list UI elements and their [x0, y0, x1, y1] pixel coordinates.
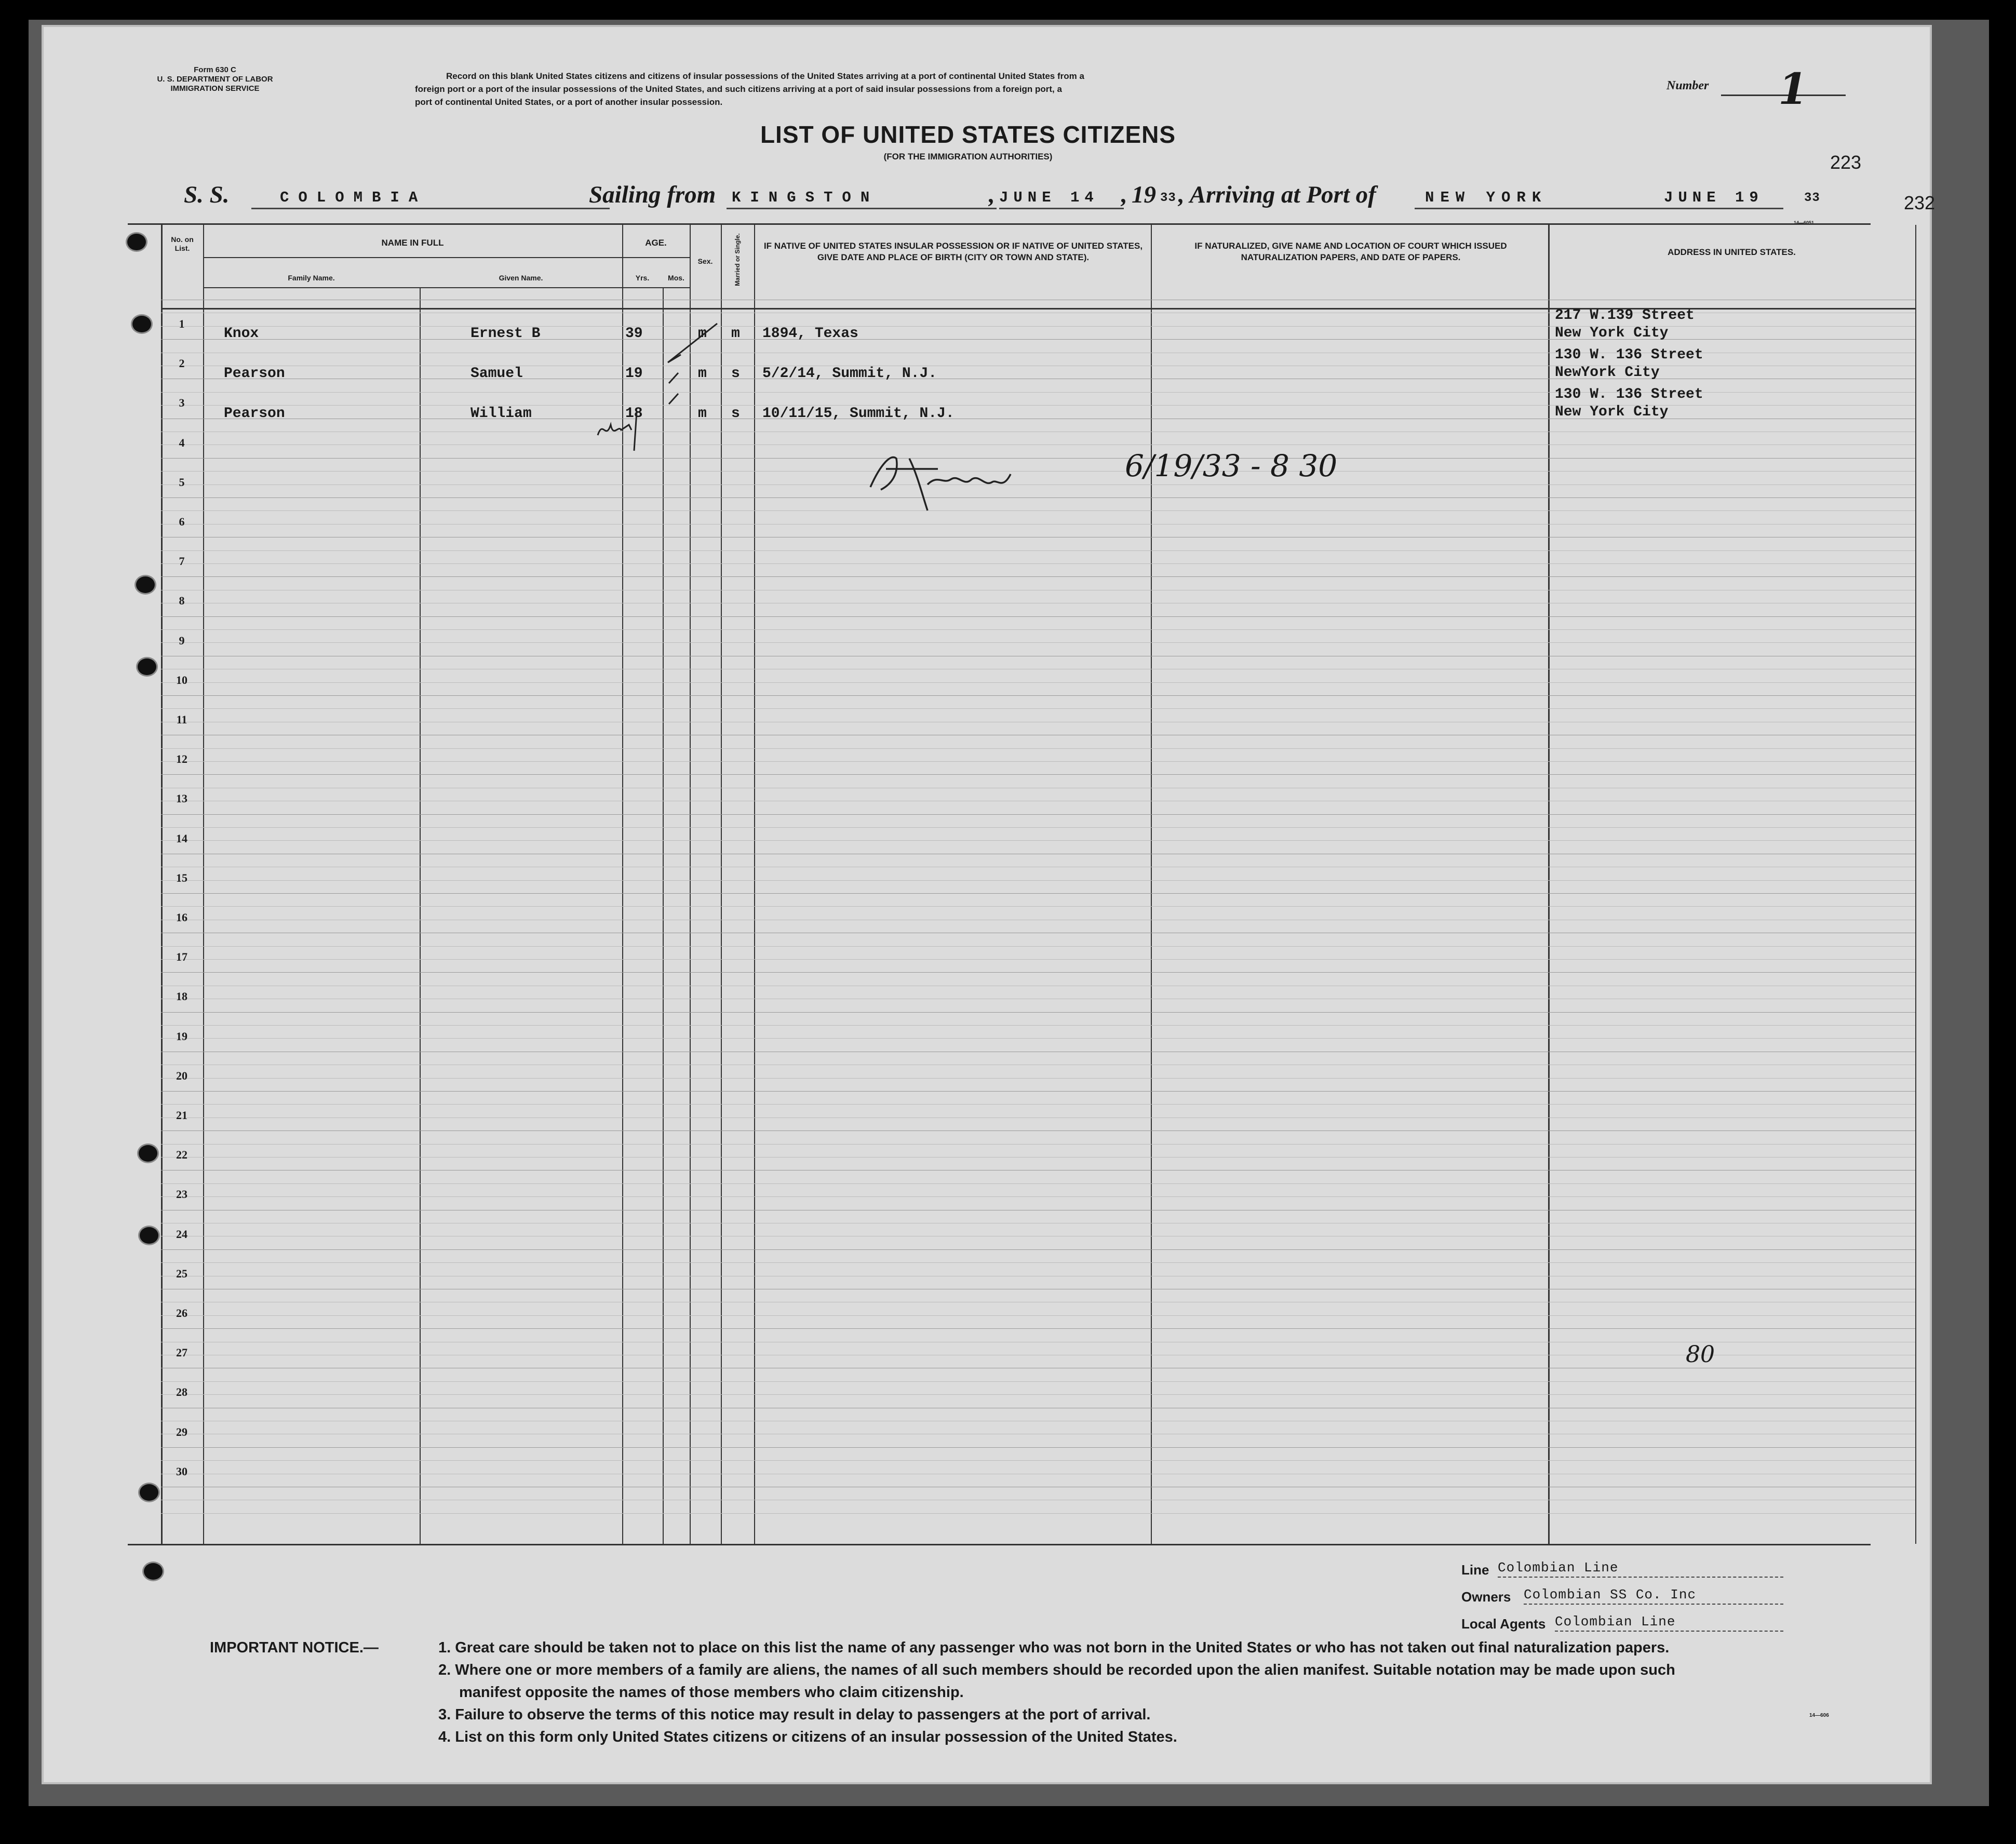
ruled-line — [161, 1262, 1915, 1263]
ruled-line — [161, 629, 1915, 630]
row-number: 13 — [176, 792, 187, 805]
row-number: 16 — [176, 911, 187, 924]
passenger-address — [1555, 346, 1703, 382]
arrival-date-underline — [1659, 208, 1783, 209]
page-title: LIST OF UNITED STATES CITIZENS — [760, 121, 1176, 148]
passenger-age-years: 39 — [625, 326, 643, 342]
row-number: 20 — [176, 1069, 187, 1082]
notice-row-1 — [210, 1637, 1924, 1659]
col-age: AGE. — [645, 238, 667, 248]
col-no-on-list: No. on List. — [171, 235, 194, 252]
passenger-given-name: William — [471, 406, 532, 422]
punch-hole — [138, 1483, 160, 1502]
col-yrs: Yrs. — [635, 274, 650, 282]
ruled-line — [161, 1460, 1915, 1461]
row-number: 8 — [179, 594, 185, 608]
ruled-line — [161, 1130, 1915, 1131]
passenger-family-name: Pearson — [224, 406, 285, 422]
row-number: 22 — [176, 1148, 187, 1162]
passenger-marital-status: s — [731, 406, 740, 422]
agents-value: Colombian Line — [1555, 1614, 1676, 1630]
sailing-port: KINGSTON — [732, 189, 879, 206]
passenger-given-name: Ernest B — [471, 326, 541, 342]
notice-item: 4. List on this form only United States citizens or citizens of an insular possession of the United States. — [438, 1729, 1177, 1745]
department: U. S. DEPARTMENT OF LABOR — [157, 75, 273, 84]
number-value: 1 — [1778, 64, 1808, 114]
ruled-line — [161, 550, 1915, 551]
sailing-date: JUNE 14 — [999, 189, 1099, 206]
notice-item: 1. Great care should be taken not to place on this list the name of any passenger who was not born in the United States or who has not taken out final naturalization papers. — [438, 1639, 1670, 1656]
initials-mark — [593, 409, 655, 456]
passenger-birth-info: 5/2/14, Summit, N.J. — [762, 366, 937, 382]
line-underline — [1498, 1577, 1783, 1578]
col-given-name: Given Name. — [499, 274, 543, 282]
ruled-line — [161, 1091, 1915, 1092]
address-line: 130 W. 136 Street — [1555, 386, 1703, 402]
arriving-label: , Arriving at Port of — [1178, 181, 1376, 208]
notice-item: 2. Where one or more members of a family are aliens, the names of all such members should be recorded upon the alien manifest. Suitable notation may be made upon such — [438, 1662, 1675, 1678]
row-number: 12 — [176, 752, 187, 766]
line-label: Line — [1461, 1562, 1489, 1578]
ruled-line — [161, 695, 1915, 696]
owners-value: Colombian SS Co. Inc — [1524, 1587, 1697, 1603]
important-notice — [210, 1637, 1924, 1748]
row-number: 29 — [176, 1425, 187, 1438]
row-number: 5 — [179, 475, 185, 489]
inspector-signature — [860, 438, 1151, 516]
col-married-single: Married or Single. — [734, 233, 741, 286]
ruled-line — [161, 682, 1915, 683]
instruction-line: Record on this blank United States citizens and citizens of insular possessions of the United States arriving at a port of continental United States from a — [446, 71, 1084, 81]
row-number: 30 — [176, 1464, 187, 1478]
row-number: 6 — [179, 515, 185, 528]
ruled-line — [161, 1078, 1915, 1079]
line-value: Colombian Line — [1498, 1560, 1619, 1576]
passenger-sex: m — [698, 326, 707, 342]
tick-marks — [657, 318, 730, 407]
page-subtitle: (FOR THE IMMIGRATION AUTHORITIES) — [883, 152, 1053, 161]
punch-hole — [135, 575, 156, 595]
ruled-line — [161, 1104, 1915, 1105]
manifest-table — [128, 223, 1871, 1545]
inspector-note: 6/19/33 - 8 30 — [1125, 448, 1338, 483]
ship-name: COLOMBIA — [280, 189, 427, 206]
punch-hole — [142, 1562, 164, 1581]
address-line: 130 W. 136 Street — [1555, 347, 1703, 363]
col-family-name: Family Name. — [288, 274, 335, 282]
row-number: 7 — [179, 555, 185, 568]
passenger-address — [1555, 386, 1703, 421]
manifest-sheet — [42, 25, 1936, 1784]
address-line: New York City — [1555, 325, 1669, 341]
punch-hole — [126, 232, 147, 252]
row-number: 9 — [179, 634, 185, 647]
row-lines — [128, 225, 1915, 1544]
line-row — [1461, 1559, 1929, 1586]
ruled-line — [161, 1144, 1915, 1145]
row-number: 17 — [176, 950, 187, 964]
passenger-age-years: 19 — [625, 366, 643, 382]
small-print: 14—6051 — [1794, 220, 1815, 225]
passenger-marital-status: s — [731, 366, 740, 382]
form-id-block — [147, 65, 283, 93]
row-number: 19 — [176, 1029, 187, 1043]
row-number: 23 — [176, 1188, 187, 1201]
arrival-year: 33 — [1804, 191, 1820, 205]
ruled-line — [161, 906, 1915, 907]
ruled-line — [161, 616, 1915, 617]
passenger-marital-status: m — [731, 326, 740, 342]
arrival-port: NEW YORK — [1425, 189, 1548, 206]
service: IMMIGRATION SERVICE — [170, 84, 260, 93]
ruled-line — [161, 1183, 1915, 1184]
ruled-line — [161, 1025, 1915, 1026]
ruled-line — [161, 880, 1915, 881]
row-number: 25 — [176, 1267, 187, 1280]
row-number: 4 — [179, 436, 185, 449]
ruled-line — [161, 1447, 1915, 1448]
agents-underline — [1555, 1631, 1783, 1632]
ruled-line — [161, 1038, 1915, 1039]
row-number: 24 — [176, 1227, 187, 1241]
notice-item: 3. Failure to observe the terms of this notice may result in delay to passengers at the port of arrival. — [438, 1706, 1151, 1723]
ruled-line — [161, 1381, 1915, 1382]
col-mos: Mos. — [668, 274, 684, 282]
ruled-line — [161, 1394, 1915, 1395]
arrival-date: JUNE 19 — [1664, 189, 1764, 206]
ruled-line — [161, 840, 1915, 841]
ruled-line — [161, 1249, 1915, 1250]
punch-hole — [136, 657, 158, 677]
year-prefix: 19 — [1132, 181, 1156, 208]
row-number: 18 — [176, 990, 187, 1003]
ruled-line — [161, 1196, 1915, 1197]
page-stamp: 223 — [1830, 152, 1862, 173]
ruled-line — [161, 893, 1915, 894]
ruled-line — [161, 827, 1915, 828]
col-native-birth: IF NATIVE OF UNITED STATES INSULAR POSSESSION OR IF NATIVE OF UNITED STATES, GIVE DATE AND PLACE OF BIRTH (CITY OR TOWN AND STATE). — [763, 241, 1143, 262]
instruction-line: port of continental United States, or a port of another insular possession. — [415, 97, 723, 107]
port-underline — [727, 208, 997, 209]
col-naturalized: IF NATURALIZED, GIVE NAME AND LOCATION OF COURT WHICH ISSUED NATURALIZATION PAPERS, AND DATE OF PAPERS. — [1194, 241, 1507, 262]
instruction-line: foreign port or a port of the insular possessions of the United States, and such citizens arriving at a port of said insular possessions from a foreign port, a — [415, 84, 1062, 94]
owners-label: Owners — [1461, 1589, 1511, 1605]
record-instructions — [415, 70, 1661, 109]
date-underline — [999, 208, 1124, 209]
passenger-address — [1555, 307, 1695, 342]
passenger-given-name: Samuel — [471, 366, 523, 382]
ship-label: S. S. — [184, 181, 230, 208]
sailing-label: Sailing from — [589, 181, 716, 208]
ship-underline — [251, 208, 610, 209]
agents-row — [1461, 1613, 1929, 1640]
passenger-family-name: Pearson — [224, 366, 285, 382]
passenger-sex: m — [698, 406, 707, 422]
ruled-line — [161, 748, 1915, 749]
ruled-line — [161, 1315, 1915, 1316]
comma-sep: , — [989, 181, 995, 208]
col-sex: Sex. — [697, 257, 713, 265]
punch-hole — [137, 1143, 159, 1163]
ruled-line — [161, 814, 1915, 815]
comma-sep-2: , — [1121, 181, 1127, 208]
carrier-info — [1461, 1559, 1929, 1640]
margin-note: 80 — [1686, 1341, 1715, 1368]
address-line: New York City — [1555, 404, 1669, 420]
col-name-in-full: NAME IN FULL — [381, 238, 444, 248]
ruled-line — [161, 761, 1915, 762]
passenger-age-years: 18 — [625, 406, 643, 422]
form-code: 14—606 — [1809, 1713, 1829, 1718]
punch-hole — [138, 1226, 160, 1245]
arrival-underline — [1415, 208, 1685, 209]
passenger-sex: m — [698, 366, 707, 382]
address-line: 217 W.139 Street — [1555, 307, 1695, 324]
punch-hole — [131, 314, 153, 334]
row-number: 21 — [176, 1109, 187, 1122]
address-line: NewYork City — [1555, 365, 1660, 381]
agents-label: Local Agents — [1461, 1616, 1546, 1632]
page-stamp-secondary: 232 — [1904, 192, 1936, 213]
col-address: ADDRESS IN UNITED STATES. — [1668, 247, 1796, 257]
ruled-line — [161, 1328, 1915, 1329]
passenger-birth-info: 1894, Texas — [762, 326, 858, 342]
row-number: 28 — [176, 1385, 187, 1399]
row-number: 14 — [176, 831, 187, 845]
ruled-line — [161, 576, 1915, 577]
number-label: Number — [1666, 79, 1709, 92]
voyage-line — [44, 178, 1892, 214]
row-number: 15 — [176, 871, 187, 884]
notice-item: manifest opposite the names of those members who claim citizenship. — [459, 1684, 964, 1701]
row-number: 10 — [176, 673, 187, 687]
owners-underline — [1524, 1604, 1783, 1605]
passenger-family-name: Knox — [224, 326, 259, 342]
owners-row — [1461, 1586, 1929, 1613]
number-field — [1666, 64, 1879, 114]
ruled-line — [161, 708, 1915, 709]
row-number: 1 — [179, 317, 185, 330]
ruled-line — [161, 563, 1915, 564]
sailing-year: 33 — [1160, 191, 1176, 205]
row-number: 11 — [176, 713, 187, 726]
ruled-line — [161, 1513, 1915, 1514]
row-number: 2 — [179, 357, 185, 370]
form-id: Form 630 C — [194, 65, 236, 74]
row-number: 3 — [179, 396, 185, 410]
passenger-birth-info: 10/11/15, Summit, N.J. — [762, 406, 955, 422]
notice-title: IMPORTANT NOTICE.— — [210, 1639, 379, 1656]
row-number: 27 — [176, 1346, 187, 1360]
row-number: 26 — [176, 1307, 187, 1320]
ruled-line — [161, 946, 1915, 947]
ruled-line — [161, 1012, 1915, 1013]
ruled-line — [161, 959, 1915, 960]
col-rule — [1915, 225, 1916, 1544]
ruled-line — [161, 642, 1915, 643]
ruled-line — [161, 972, 1915, 973]
ruled-line — [161, 774, 1915, 775]
